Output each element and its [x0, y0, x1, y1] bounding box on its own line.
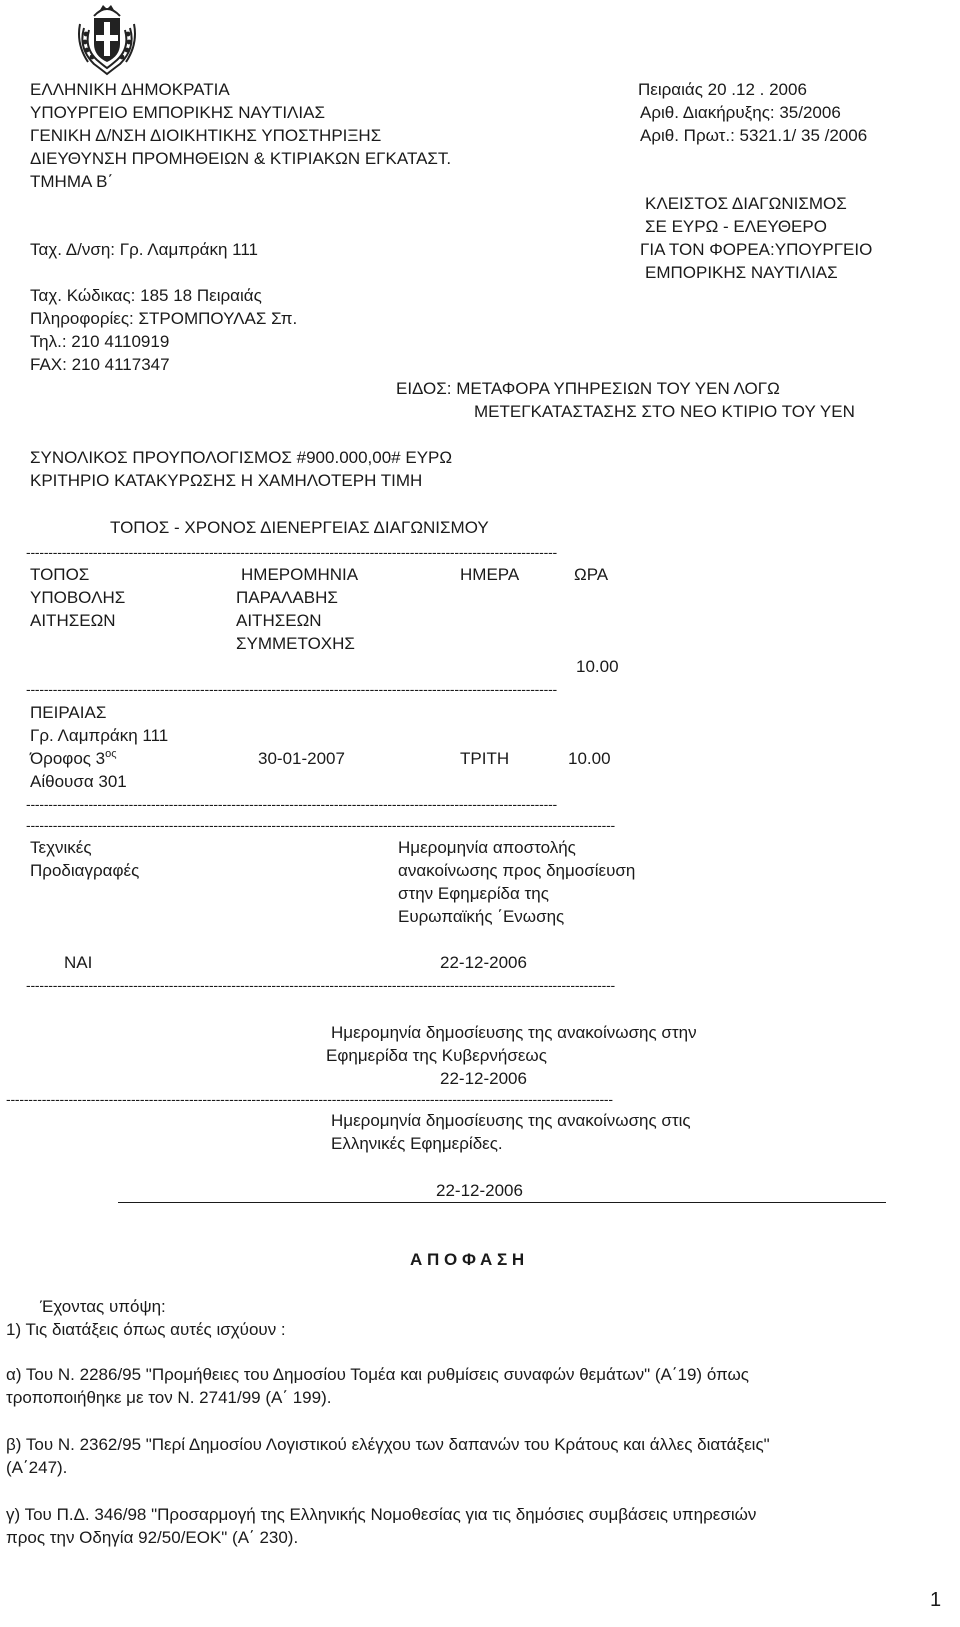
newspapers-date: 22-12-2006	[436, 1181, 523, 1200]
col-place-line1: ΤΟΠΟΣ	[30, 565, 90, 584]
document-date: Πειραιάς 20 .12 . 2006	[638, 80, 807, 99]
tender-day: ΤΡΙΤΗ	[460, 749, 510, 768]
eu-notice-line3: στην Εφημερίδα της	[398, 884, 549, 903]
decision-item-b-line2: (Α΄247).	[6, 1458, 68, 1477]
eu-notice-line2: ανακοίνωσης προς δημοσίευση	[398, 861, 636, 880]
eu-notice-line4: Ευρωπαϊκής ΄Ενωσης	[398, 907, 565, 926]
award-criterion: ΚΡΙΤΗΡΙΟ ΚΑΤΑΚΥΡΩΣΗΣ Η ΧΑΜΗΛΟΤΕΡΗ ΤΙΜΗ	[30, 471, 423, 490]
tender-date: 30-01-2007	[258, 749, 345, 768]
coat-of-arms-icon	[74, 4, 140, 76]
decision-title: Α Π Ο Φ Α Σ Η	[410, 1250, 525, 1269]
protocol-number: Αριθ. Πρωτ.: 5321.1/ 35 /2006	[640, 126, 868, 145]
col-date-line2: ΠΑΡΑΛΑΒΗΣ	[236, 588, 338, 607]
place-floor: Όροφος $3^{o\varsigma}$	[30, 748, 117, 768]
gazette-line2: Εφημερίδα της Κυβερνήσεως	[326, 1046, 547, 1065]
divider: ------------------------------------------------------------------------------------------------------------------------------------	[26, 818, 615, 832]
decision-item-c-line2: προς την Οδηγία 92/50/ΕΟΚ" (Α΄ 230).	[6, 1528, 299, 1547]
underline	[118, 1202, 886, 1203]
newspapers-line2: Ελληνικές Εφημερίδες.	[331, 1134, 503, 1153]
decision-item1: 1) Τις διατάξεις όπως αυτές ισχύουν :	[6, 1320, 286, 1339]
proclamation-number: Αριθ. Διακήρυξης: 35/2006	[640, 103, 841, 122]
header-address: Ταχ. Δ/νση: Γρ. Λαμπράκη 111	[30, 240, 259, 259]
col-date-line4: ΣΥΜΜΕΤΟΧΗΣ	[236, 634, 355, 653]
page-number: 1	[930, 1589, 942, 1611]
total-budget: ΣΥΝΟΛΙΚΟΣ ΠΡΟΥΠΟΛΟΓΙΣΜΟΣ #900.000,00# ΕΥΡΩ	[30, 448, 453, 467]
col-place-line3: ΑΙΤΗΣΕΩΝ	[30, 611, 116, 630]
decision-item-c-line1: γ) Του Π.Δ. 346/98 "Προσαρμογή της Ελληνικής Νομοθεσίας για τις δημόσιες συμβάσεις υπηρεσιών	[6, 1505, 757, 1524]
header-ministry: ΥΠΟΥΡΓΕΙΟ ΕΜΠΟΡΙΚΗΣ ΝΑΥΤΙΛΙΑΣ	[30, 103, 325, 122]
decision-item-a-line1: α) Του Ν. 2286/95 "Προμήθειες του Δημοσίου Τομέα και ρυθμίσεις συναφών θεμάτων" (Α΄19) όπως	[6, 1365, 749, 1384]
specs-answer: ΝΑΙ	[64, 953, 93, 972]
divider: -----------------------------------------------------------------------------------------------------------------------	[26, 545, 557, 559]
divider: -----------------------------------------------------------------------------------------------------------------------	[26, 797, 557, 811]
col-day: ΗΜΕΡΑ	[460, 565, 520, 584]
decision-item-a-line2: τροποποιήθηκε με τον Ν. 2741/99 (Α΄ 199).	[6, 1388, 332, 1407]
newspapers-line1: Ημερομηνία δημοσίευσης της ανακοίνωσης στις	[331, 1111, 691, 1130]
tender-time: 10.00	[568, 749, 611, 768]
tender-type-line2: ΣΕ ΕΥΡΩ - ΕΛΕΥΘΕΡΟ	[645, 217, 827, 236]
subject-line2: ΜΕΤΕΓΚΑΤΑΣΤΑΣΗΣ ΣΤΟ ΝΕΟ ΚΤΙΡΙΟ ΤΟΥ ΥΕΝ	[474, 402, 855, 421]
schedule-title: ΤΟΠΟΣ - ΧΡΟΝΟΣ ΔΙΕΝΕΡΓΕΙΑΣ ΔΙΑΓΩΝΙΣΜΟΥ	[110, 518, 489, 537]
subject-line1: ΕΙΔΟΣ: ΜΕΤΑΦΟΡΑ ΥΠΗΡΕΣΙΩΝ ΤΟΥ ΥΕΝ ΛΟΓΩ	[396, 379, 780, 398]
col-time: ΩΡΑ	[574, 565, 609, 584]
header-info: Πληροφορίες: ΣΤΡΟΜΠΟΥΛΑΣ Σπ.	[30, 309, 298, 328]
header-directorate: ΔΙΕΥΘΥΝΣΗ ΠΡΟΜΗΘΕΙΩΝ & ΚΤΙΡΙΑΚΩΝ ΕΓΚΑΤΑΣΤ.	[30, 149, 452, 168]
tender-type-line3: ΓΙΑ ΤΟΝ ΦΟΡΕΑ:ΥΠΟΥΡΓΕΙΟ	[640, 240, 873, 259]
gazette-date: 22-12-2006	[440, 1069, 527, 1088]
header-country: ΕΛΛΗΝΙΚΗ ΔΗΜΟΚΡΑΤΙΑ	[30, 80, 230, 99]
tender-type-line1: ΚΛΕΙΣΤΟΣ ΔΙΑΓΩΝΙΣΜΟΣ	[645, 194, 847, 213]
decision-intro: Έχοντας υπόψη:	[40, 1297, 166, 1316]
divider: ----------------------------------------------------------------------------------------------------------------------------------------	[6, 1092, 613, 1106]
header-department: ΤΜΗΜΑ Β΄	[30, 172, 114, 191]
place-room: Αίθουσα 301	[30, 772, 127, 791]
gazette-line1: Ημερομηνία δημοσίευσης της ανακοίνωσης στην	[331, 1023, 697, 1042]
divider: -----------------------------------------------------------------------------------------------------------------------	[26, 682, 557, 696]
decision-item-b-line1: β) Του Ν. 2362/95 "Περί Δημοσίου Λογιστικού ελέγχου των δαπανών του Κράτους και άλλες διατάξεις"	[6, 1435, 770, 1454]
specs-label-line2: Προδιαγραφές	[30, 861, 140, 880]
place-street: Γρ. Λαμπράκη 111	[30, 726, 169, 745]
divider: ------------------------------------------------------------------------------------------------------------------------------------	[26, 978, 615, 992]
header-postcode: Ταχ. Κώδικας: 185 18 Πειραιάς	[30, 286, 262, 305]
header-general-directorate: ΓΕΝΙΚΗ Δ/ΝΣΗ ΔΙΟΙΚΗΤΙΚΗΣ ΥΠΟΣΤΗΡΙΞΗΣ	[30, 126, 382, 145]
eu-notice-date: 22-12-2006	[440, 953, 527, 972]
eu-notice-line1: Ημερομηνία αποστολής	[398, 838, 576, 857]
place-city: ΠΕΙΡΑΙΑΣ	[30, 703, 107, 722]
header-fax: FAX: 210 4117347	[30, 355, 170, 374]
specs-label-line1: Τεχνικές	[30, 838, 92, 857]
tender-type-line4: ΕΜΠΟΡΙΚΗΣ ΝΑΥΤΙΛΙΑΣ	[645, 263, 838, 282]
col-date-line3: ΑΙΤΗΣΕΩΝ	[236, 611, 322, 630]
header-phone: Τηλ.: 210 4110919	[30, 332, 170, 351]
col-date-line1: ΗΜΕΡΟΜΗΝΙΑ	[241, 565, 359, 584]
col-place-line2: ΥΠΟΒΟΛΗΣ	[30, 588, 126, 607]
col-time-value: 10.00	[576, 657, 619, 676]
